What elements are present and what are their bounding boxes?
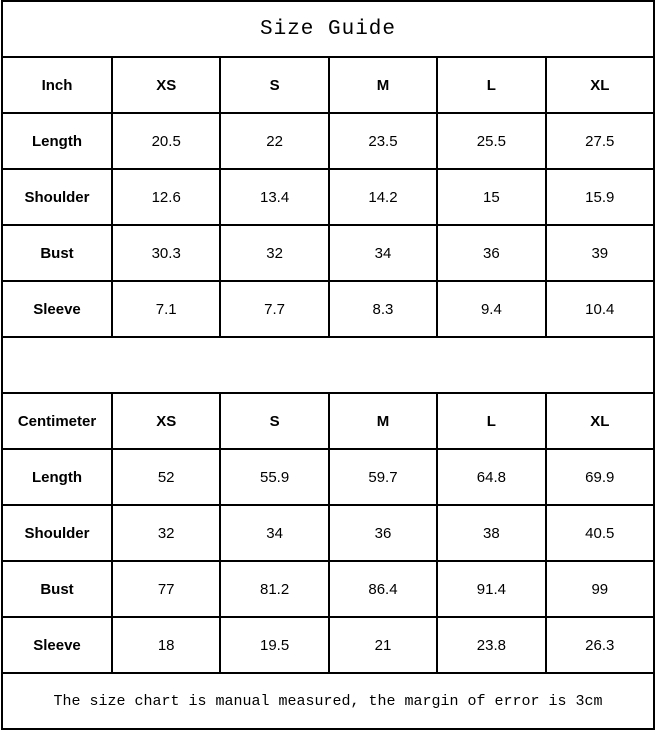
measurement-label-cell: Sleeve [2, 281, 112, 337]
measurement-value-cell: 64.8 [437, 449, 545, 505]
measurement-value-cell: 23.5 [329, 113, 437, 169]
measurement-label-cell: Bust [2, 225, 112, 281]
size-header-cell: XL [546, 57, 654, 113]
measurement-value-cell: 26.3 [546, 617, 654, 673]
data-row-sleeve [2, 281, 654, 337]
measurement-value-cell: 99 [546, 561, 654, 617]
footer-row [2, 673, 654, 729]
size-header-cell: S [220, 393, 328, 449]
measurement-value-cell: 86.4 [329, 561, 437, 617]
measurement-value-cell: 34 [329, 225, 437, 281]
data-row-bust [2, 225, 654, 281]
measurement-value-cell: 7.1 [112, 281, 220, 337]
size-header-cell: XS [112, 393, 220, 449]
measurement-value-cell: 15.9 [546, 169, 654, 225]
measurement-value-cell: 14.2 [329, 169, 437, 225]
spacer-row [2, 337, 654, 393]
measurement-value-cell: 40.5 [546, 505, 654, 561]
measurement-label-cell: Sleeve [2, 617, 112, 673]
size-header-cell: L [437, 57, 545, 113]
unit-header-cell: Centimeter [2, 393, 112, 449]
measurement-value-cell: 55.9 [220, 449, 328, 505]
measurement-value-cell: 39 [546, 225, 654, 281]
measurement-value-cell: 77 [112, 561, 220, 617]
measurement-value-cell: 10.4 [546, 281, 654, 337]
measurement-value-cell: 59.7 [329, 449, 437, 505]
measurement-label-cell: Length [2, 449, 112, 505]
measurement-value-cell: 20.5 [112, 113, 220, 169]
measurement-value-cell: 34 [220, 505, 328, 561]
size-header-cell: XL [546, 393, 654, 449]
measurement-value-cell: 36 [437, 225, 545, 281]
measurement-value-cell: 9.4 [437, 281, 545, 337]
measurement-value-cell: 91.4 [437, 561, 545, 617]
header-row-centimeter [2, 393, 654, 449]
size-header-cell: L [437, 393, 545, 449]
measurement-value-cell: 25.5 [437, 113, 545, 169]
spacer-cell [2, 337, 654, 393]
size-guide-table [1, 0, 655, 730]
measurement-label-cell: Length [2, 113, 112, 169]
measurement-value-cell: 38 [437, 505, 545, 561]
size-header-cell: M [329, 393, 437, 449]
measurement-value-cell: 23.8 [437, 617, 545, 673]
size-guide-body [2, 1, 654, 729]
size-header-cell: S [220, 57, 328, 113]
measurement-value-cell: 22 [220, 113, 328, 169]
measurement-label-cell: Shoulder [2, 169, 112, 225]
data-row-shoulder [2, 169, 654, 225]
measurement-value-cell: 30.3 [112, 225, 220, 281]
measurement-value-cell: 21 [329, 617, 437, 673]
header-row-inch [2, 57, 654, 113]
measurement-value-cell: 15 [437, 169, 545, 225]
measurement-value-cell: 19.5 [220, 617, 328, 673]
title-row [2, 1, 654, 57]
data-row-bust [2, 561, 654, 617]
measurement-value-cell: 27.5 [546, 113, 654, 169]
measurement-label-cell: Shoulder [2, 505, 112, 561]
measurement-value-cell: 81.2 [220, 561, 328, 617]
size-header-cell: M [329, 57, 437, 113]
measurement-label-cell: Bust [2, 561, 112, 617]
measurement-value-cell: 69.9 [546, 449, 654, 505]
measurement-value-cell: 32 [112, 505, 220, 561]
measurement-value-cell: 8.3 [329, 281, 437, 337]
measurement-value-cell: 18 [112, 617, 220, 673]
footer-note: The size chart is manual measured, the margin of error is 3cm [2, 673, 654, 729]
measurement-value-cell: 52 [112, 449, 220, 505]
measurement-value-cell: 36 [329, 505, 437, 561]
measurement-value-cell: 13.4 [220, 169, 328, 225]
measurement-value-cell: 32 [220, 225, 328, 281]
data-row-length [2, 113, 654, 169]
data-row-length [2, 449, 654, 505]
measurement-value-cell: 12.6 [112, 169, 220, 225]
unit-header-cell: Inch [2, 57, 112, 113]
data-row-shoulder [2, 505, 654, 561]
size-header-cell: XS [112, 57, 220, 113]
page-title: Size Guide [2, 1, 654, 57]
data-row-sleeve [2, 617, 654, 673]
measurement-value-cell: 7.7 [220, 281, 328, 337]
